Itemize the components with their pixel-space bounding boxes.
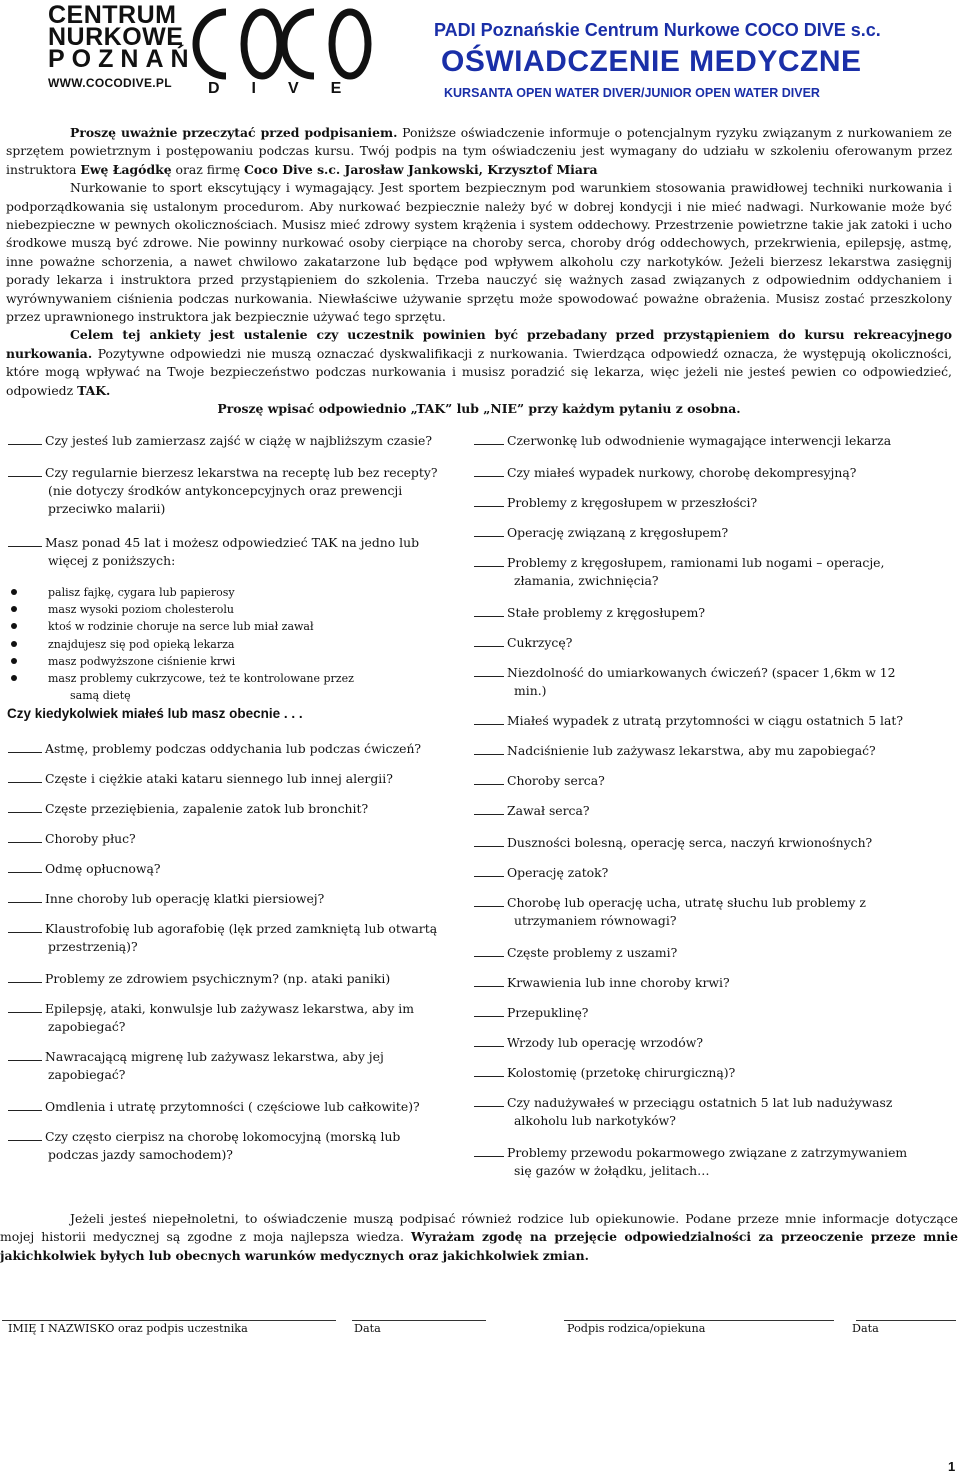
question-text: Problemy ze zdrowiem psychicznym? (np. ataki paniki) xyxy=(45,971,391,986)
answer-blank[interactable] xyxy=(474,634,504,647)
organization-name: PADI Poznańskie Centrum Nurkowe COCO DIVE s.c. xyxy=(434,20,881,40)
answer-blank[interactable] xyxy=(474,432,504,445)
date-label-2: Data xyxy=(852,1322,879,1335)
list-item xyxy=(8,601,354,618)
participant-signature-label: IMIĘ I NAZWISKO oraz podpis uczestnika xyxy=(8,1322,248,1335)
question-item xyxy=(8,1000,414,1036)
consent-text: Jeżeli jesteś niepełnoletni, to oświadczenie muszą podpisać również rodzice lub opiekunowie. Podane przeze mnie informacje dotyczące mojej historii medycznej są zgodne z moja najlepsza wiedza. xyxy=(0,1211,958,1245)
question-text: Chorobę lub operację ucha, utratę słuchu lub problemy z xyxy=(507,895,866,910)
bullet-icon xyxy=(11,675,17,681)
question-text: Czy regularnie bierzesz lekarstwa na receptę lub bez recepty? xyxy=(45,465,438,480)
answer-blank[interactable] xyxy=(8,464,42,477)
answer-blank[interactable] xyxy=(474,1004,504,1017)
document-subtitle: KURSANTA OPEN WATER DIVER/JUNIOR OPEN WATER DIVER xyxy=(444,86,820,100)
question-text-cont: (nie dotyczy środków antykoncepcyjnych oraz prewencji xyxy=(48,483,403,498)
question-item xyxy=(474,524,728,542)
question-item xyxy=(8,464,437,518)
list-item-cont: samą dietę xyxy=(70,689,131,703)
list-item xyxy=(8,636,354,653)
answer-blank[interactable] xyxy=(8,534,42,547)
logo-line-3: POZNAŃ xyxy=(48,45,196,73)
question-text: Inne choroby lub operację klatki piersiowej? xyxy=(45,891,325,906)
answer-blank[interactable] xyxy=(474,1064,504,1077)
question-item xyxy=(474,664,896,700)
question-item xyxy=(8,432,432,450)
question-item xyxy=(8,830,136,848)
question-item xyxy=(474,1144,907,1180)
answer-blank[interactable] xyxy=(8,800,42,813)
question-item xyxy=(474,772,605,790)
section-heading: Czy kiedykolwiek miałeś lub masz obecnie . . . xyxy=(7,706,303,721)
list-item xyxy=(8,584,354,601)
question-text: Czerwonkę lub odwodnienie wymagające interwencji lekarza xyxy=(507,433,892,448)
question-text-cont: alkoholu lub narkotyków? xyxy=(514,1113,676,1128)
question-item xyxy=(474,742,876,760)
question-text: Duszności bolesną, operację serca, naczyń krwionośnych? xyxy=(507,835,873,850)
question-item xyxy=(474,974,730,992)
instructor-name: Ewę Łagódkę xyxy=(80,161,172,177)
answer-blank[interactable] xyxy=(474,894,504,907)
logo-wordmark xyxy=(48,1,196,94)
intro-warning: Proszę uważnie przeczytać przed podpisaniem. xyxy=(70,125,398,140)
answer-blank[interactable] xyxy=(474,1094,504,1107)
bullet-icon xyxy=(11,641,17,647)
question-text-cont: przestrzenią)? xyxy=(48,939,138,954)
question-item xyxy=(474,1004,588,1022)
list-item xyxy=(8,670,354,687)
intro-p3-text: Pozytywne odpowiedzi nie muszą oznaczać dyskwalifikacji z nurkowania. Twierdząca odpowiedź oznacza, że występują okoliczności, które mogą wpływać na Twoje bezpieczeństwo podczas nurkowania i musisz poradzić się lekarza, więc jeżeli nie jesteś pewien co odpowiedzieć, odpowiedz xyxy=(6,345,952,398)
question-text: Cukrzycę? xyxy=(507,635,573,650)
question-text: Nadciśnienie lub zażywasz lekarstwa, aby mu zapobiegać? xyxy=(507,743,876,758)
answer-blank[interactable] xyxy=(474,742,504,755)
consent-paragraph xyxy=(0,1210,958,1265)
question-item xyxy=(474,464,856,482)
question-text: Kolostomię (przetokę chirurgiczną)? xyxy=(507,1065,736,1080)
question-text: Astmę, problemy podczas oddychania lub podczas ćwiczeń? xyxy=(45,741,422,756)
intro-p1-text-b: oraz firmę xyxy=(171,161,244,177)
answer-blank[interactable] xyxy=(474,1144,504,1157)
answer-blank[interactable] xyxy=(8,970,42,983)
consent-statement xyxy=(0,1210,958,1265)
question-text: Czy nadużywałeś w przeciągu ostatnich 5 lat lub nadużywasz xyxy=(507,1095,893,1110)
answer-blank[interactable] xyxy=(474,464,504,477)
logo xyxy=(48,1,374,100)
answer-blank[interactable] xyxy=(474,664,504,677)
question-text-cont: więcej z poniższych: xyxy=(48,553,176,568)
company-name: Coco Dive s.c. Jarosław Jankowski, Krzysztof Miara xyxy=(243,161,598,177)
answer-blank[interactable] xyxy=(474,944,504,957)
question-item xyxy=(8,1048,384,1084)
intro-text xyxy=(6,124,952,419)
logo-url: WWW.COCODIVE.PL xyxy=(48,76,172,90)
bullet-icon xyxy=(11,623,17,629)
intro-paragraph-2: Nurkowanie to sport ekscytujący i wymagający. Jest sportem bezpiecznym pod warunkiem stosowania prawidłowej techniki nurkowania i podporządkowania się ustalonym procedurom. Aby nurkować bezpiecznie należy być w dobrej kondycji i nie mieć nadwagi. Nurkowanie może być niebezpieczne w pewnych okolicznościach. Musisz mieć zdrowy system krążenia i system oddechowy. Przestrzenie powietrzne takie jak zatoki i ucho środkowe muszą być zdrowe. Nie powinny nurkować osoby cierpiące na choroby serca, choroby dróg oddechowych, przekrwienia, epilepsję, astmę, inne poważne schorzenia, a nawet chwilowo zakatarzone lub będące pod wpływem alkoholu czy narkotyków. Jeżeli bierzesz lekarstwa zasięgnij porady lekarza i instruktora przed przystąpieniem do szkolenia. Trzeba nauczyć się ważnych zasad związanych z odpowiednim oddychaniem i wyrównywaniem ciśnienia podczas nurkowania. Niewłaściwe używanie sprzętu może spowodować poważne obrażenia. Musisz zostać przeszkolony przez uprawnionego instruktora jak bezpiecznie używać tego sprzętu. xyxy=(6,180,952,325)
answer-blank[interactable] xyxy=(8,890,42,903)
answer-instruction: Proszę wpisać odpowiednio „TAK” lub „NIE” przy każdym pytaniu z osobna. xyxy=(217,401,741,417)
list-item-text: ktoś w rodzinie choruje na serce lub miał zawał xyxy=(48,620,314,634)
question-text: Choroby serca? xyxy=(507,773,605,788)
question-text: Operację zatok? xyxy=(507,865,609,880)
question-text: Odmę opłucnową? xyxy=(45,861,161,876)
answer-blank[interactable] xyxy=(474,834,504,847)
list-item-text: masz problemy cukrzycowe, też te kontrolowane przez xyxy=(48,672,354,686)
intro-paragraph-1 xyxy=(6,124,952,179)
question-text: Częste i ciężkie ataki kataru siennego lub innej alergii? xyxy=(45,771,393,786)
signature-line[interactable] xyxy=(2,1320,336,1321)
question-item xyxy=(474,604,705,622)
question-text: Problemy przewodu pokarmowego związane z zatrzymywaniem xyxy=(507,1145,908,1160)
question-text-cont: zapobiegać? xyxy=(48,1019,126,1034)
list-item-text: masz wysoki poziom cholesterolu xyxy=(48,603,234,617)
question-item xyxy=(474,894,866,930)
answer-blank[interactable] xyxy=(8,830,42,843)
parent-signature-line[interactable] xyxy=(564,1320,834,1321)
question-text-cont: zapobiegać? xyxy=(48,1067,126,1082)
logo-dive-text: DIVE xyxy=(208,80,374,97)
answer-blank[interactable] xyxy=(8,432,42,445)
question-item xyxy=(474,712,903,730)
answer-blank[interactable] xyxy=(8,740,42,753)
answer-tak: TAK. xyxy=(77,382,111,398)
question-text: Krwawienia lub inne choroby krwi? xyxy=(507,975,730,990)
survey-purpose: Celem tej ankiety jest ustalenie czy uczestnik powinien być przebadany przed przystąpieniem do kursu rekreacyjnego nurkowania. xyxy=(6,327,952,361)
list-item-text: znajdujesz się pod opieką lekarza xyxy=(48,637,235,651)
question-item xyxy=(8,920,437,956)
question-item xyxy=(8,740,421,758)
answer-blank[interactable] xyxy=(474,864,504,877)
logo-line-1: CENTRUM xyxy=(48,1,177,29)
question-text: Masz ponad 45 lat i możesz odpowiedzieć TAK na jedno lub xyxy=(45,535,420,550)
answer-blank[interactable] xyxy=(474,712,504,725)
question-text: Zawał serca? xyxy=(507,803,590,818)
question-text: Częste problemy z uszami? xyxy=(507,945,678,960)
question-text-cont: przeciwko malarii) xyxy=(48,501,166,516)
question-item xyxy=(474,944,677,962)
question-text: Klaustrofobię lub agorafobię (lęk przed zamkniętą lub otwartą xyxy=(45,921,438,936)
question-item xyxy=(474,802,590,820)
question-text: Wrzody lub operację wrzodów? xyxy=(507,1035,704,1050)
answer-blank[interactable] xyxy=(8,1000,42,1013)
question-item xyxy=(474,634,572,652)
question-text: Częste przeziębienia, zapalenie zatok lub bronchit? xyxy=(45,801,369,816)
page-number: 1 xyxy=(948,1459,956,1474)
intro-paragraph-3 xyxy=(6,326,952,400)
question-item xyxy=(474,432,891,450)
answer-blank[interactable] xyxy=(8,920,42,933)
question-item xyxy=(474,864,608,882)
question-item xyxy=(8,800,368,818)
date-line-2[interactable] xyxy=(856,1320,956,1321)
date-line[interactable] xyxy=(352,1320,486,1321)
answer-blank[interactable] xyxy=(474,524,504,537)
parent-signature-label: Podpis rodzica/opiekuna xyxy=(567,1322,706,1335)
answer-blank[interactable] xyxy=(474,494,504,507)
list-item-text: masz podwyższone ciśnienie krwi xyxy=(48,654,236,668)
question-item xyxy=(8,1128,400,1164)
question-item xyxy=(474,834,872,852)
question-text-cont: złamania, zwichnięcia? xyxy=(514,573,659,588)
document-title: OŚWIADCZENIE MEDYCZNE xyxy=(441,45,862,78)
question-text: Czy często cierpisz na chorobę lokomocyjną (morską lub xyxy=(45,1129,401,1144)
answer-blank[interactable] xyxy=(8,860,42,873)
question-text: Epilepsję, ataki, konwulsje lub zażywasz lekarstwa, aby im xyxy=(45,1001,415,1016)
question-item xyxy=(474,494,757,512)
question-item xyxy=(8,1098,420,1116)
question-text: Operację związaną z kręgosłupem? xyxy=(507,525,729,540)
answer-blank[interactable] xyxy=(8,1048,42,1061)
question-item xyxy=(8,534,419,570)
question-text: Miałeś wypadek z utratą przytomności w ciągu ostatnich 5 lat? xyxy=(507,713,904,728)
coco-logo-icon xyxy=(186,4,374,82)
answer-blank[interactable] xyxy=(474,554,504,567)
answer-blank[interactable] xyxy=(474,772,504,785)
consent-bold-text: Wyrażam zgodę na przejęcie odpowiedzialności za przeoczenie przeze mnie jakichkolwiek byłych lub obecnych warunków medycznych oraz jakichkolwiek zmian. xyxy=(0,1229,958,1263)
bullet-icon xyxy=(11,589,17,595)
question-item xyxy=(8,860,161,878)
list-item xyxy=(8,653,354,670)
question-text: Choroby płuc? xyxy=(45,831,136,846)
question-item xyxy=(474,1094,892,1130)
question-text: Problemy z kręgosłupem w przeszłości? xyxy=(507,495,758,510)
answer-blank[interactable] xyxy=(474,802,504,815)
question-item xyxy=(474,1064,735,1082)
bullet-icon xyxy=(11,658,17,664)
question-text: Niezdolność do umiarkowanych ćwiczeń? (spacer 1,6km w 12 xyxy=(507,665,896,680)
question-text: Stałe problemy z kręgosłupem? xyxy=(507,605,706,620)
question-text-cont: utrzymaniem równowagi? xyxy=(514,913,677,928)
question-text: Omdlenia i utratę przytomności ( częściowe lub całkowite)? xyxy=(45,1099,420,1114)
answer-blank[interactable] xyxy=(8,1128,42,1141)
question-text-cont: się gazów w żołądku, jelitach… xyxy=(514,1163,710,1178)
logo-line-2: NURKOWE xyxy=(48,23,184,51)
question-text: Czy miałeś wypadek nurkowy, chorobę dekompresyjną? xyxy=(507,465,857,480)
list-item xyxy=(8,618,354,635)
question-text: Nawracającą migrenę lub zażywasz lekarstwa, aby jej xyxy=(45,1049,384,1064)
answer-blank[interactable] xyxy=(8,770,42,783)
question-item xyxy=(8,890,324,908)
answer-blank[interactable] xyxy=(474,604,504,617)
intro-p1-text-a: Poniższe oświadczenie informuje o potencjalnym ryzyku związanym z nurkowaniem ze sprzętem powietrznym i postępowaniu podczas kursu. Twój podpis na tym oświadczeniu jest wymagany do udziału w szkoleniu oferowanym przez instruktora xyxy=(6,125,952,177)
question-text-cont: min.) xyxy=(514,683,547,698)
answer-blank[interactable] xyxy=(8,1098,42,1111)
question-text: Przepuklinę? xyxy=(507,1005,589,1020)
date-label: Data xyxy=(354,1322,381,1335)
question-text: Problemy z kręgosłupem, ramionami lub nogami – operacje, xyxy=(507,555,885,570)
risk-factor-list xyxy=(8,584,354,704)
list-item-text: palisz fajkę, cygara lub papierosy xyxy=(48,586,235,599)
answer-blank[interactable] xyxy=(474,1034,504,1047)
question-text: Czy jesteś lub zamierzasz zajść w ciążę w najbliższym czasie? xyxy=(45,433,433,448)
question-item xyxy=(474,554,884,590)
question-item xyxy=(474,1034,703,1052)
question-item xyxy=(8,770,393,788)
answer-blank[interactable] xyxy=(474,974,504,987)
question-text-cont: podczas jazdy samochodem)? xyxy=(48,1147,233,1162)
question-item xyxy=(8,970,390,988)
bullet-icon xyxy=(11,606,17,612)
